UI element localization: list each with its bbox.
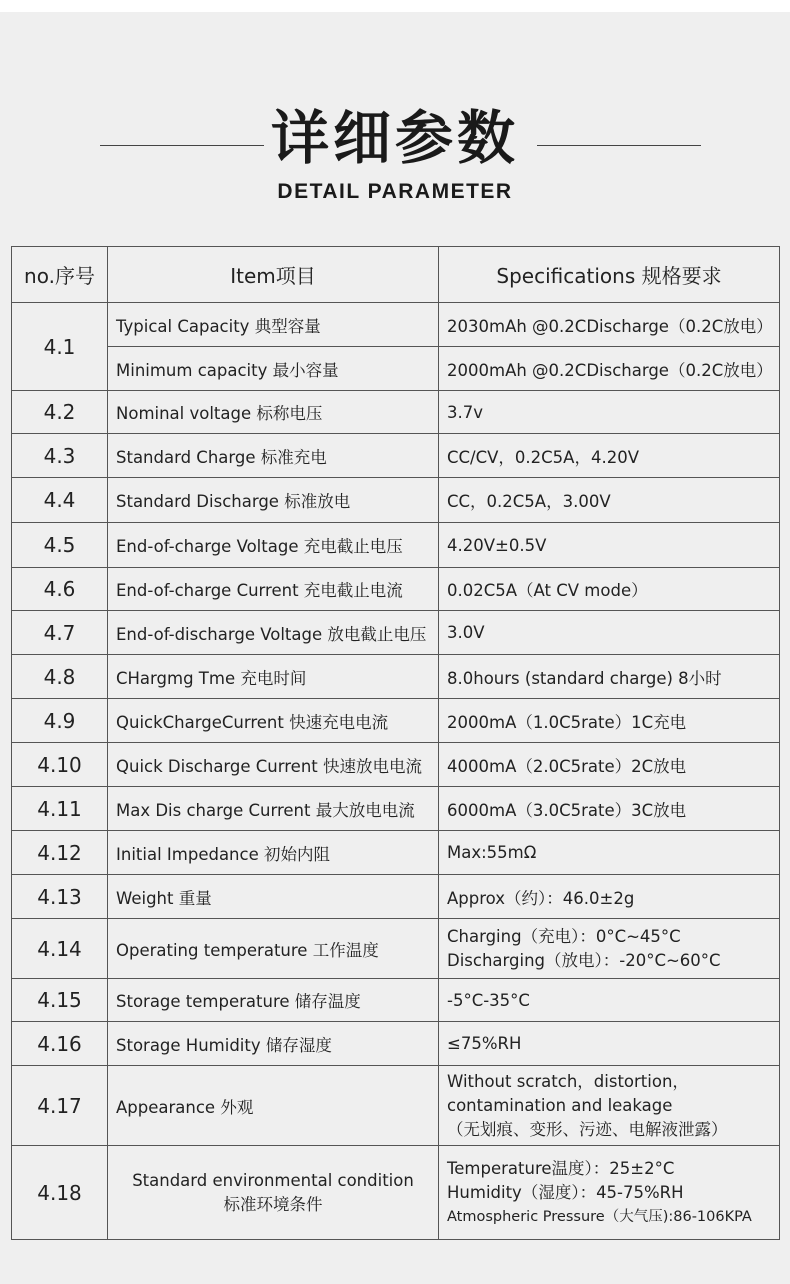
row-item: Operating temperature 工作温度 (108, 919, 439, 979)
row-item: Standard Discharge 标准放电 (108, 478, 439, 523)
row-no: 4.11 (12, 787, 108, 831)
row-item: End-of-charge Voltage 充电截止电压 (108, 523, 439, 568)
table-row (12, 787, 780, 831)
row-no: 4.13 (12, 875, 108, 919)
spec-line: contamination and leakage (447, 1095, 673, 1115)
table-row (12, 1146, 780, 1240)
table-header-row (12, 247, 780, 303)
table-row (12, 1066, 780, 1146)
table-row (12, 1022, 780, 1066)
row-spec: 2000mA（1.0C5rate）1C充电 (439, 699, 780, 743)
row-item: Standard Charge 标准充电 (108, 434, 439, 478)
row-item: Quick Discharge Current 快速放电电流 (108, 743, 439, 787)
row-no: 4.17 (12, 1066, 108, 1146)
spec-line: Humidity（湿度）：45-75%RH (447, 1182, 684, 1202)
row-no: 4.2 (12, 391, 108, 434)
row-no: 4.7 (12, 611, 108, 655)
row-no: 4.3 (12, 434, 108, 478)
table-row (12, 919, 780, 979)
spec-line: Charging（充电）：0°C~45°C (447, 926, 681, 946)
row-item: End-of-charge Current 充电截止电流 (108, 568, 439, 611)
table-row (12, 699, 780, 743)
page-title-zh: 详细参数 (270, 104, 519, 172)
row-item: Nominal voltage 标称电压 (108, 391, 439, 434)
row-item: CHargmg Tme 充电时间 (108, 655, 439, 699)
spec-line: （无划痕、变形、污迹、电解液泄露） (447, 1119, 728, 1139)
row-item: Minimum capacity 最小容量 (108, 347, 439, 391)
table-row (12, 478, 780, 523)
row-item: QuickChargeCurrent 快速充电电流 (108, 699, 439, 743)
spec-line: Temperature温度）：25±2°C (447, 1158, 675, 1178)
row-no: 4.18 (12, 1146, 108, 1240)
row-item: Storage temperature 储存温度 (108, 979, 439, 1022)
row-spec: 8.0hours (standard charge) 8小时 (439, 655, 780, 699)
row-no: 4.6 (12, 568, 108, 611)
header-spec: Specifications 规格要求 (439, 247, 780, 303)
row-spec: 6000mA（3.0C5rate）3C放电 (439, 787, 780, 831)
row-no: 4.12 (12, 831, 108, 875)
row-spec: 4000mA（2.0C5rate）2C放电 (439, 743, 780, 787)
row-item: End-of-discharge Voltage 放电截止电压 (108, 611, 439, 655)
row-spec: CC/CV，0.2C5A，4.20V (439, 434, 780, 478)
spec-line: Without scratch，distortion， (447, 1071, 689, 1091)
row-spec (439, 919, 780, 979)
row-spec: Max:55mΩ (439, 831, 780, 875)
row-spec (439, 1066, 780, 1146)
table-row (12, 875, 780, 919)
table-row (12, 434, 780, 478)
header-item: Item项目 (108, 247, 439, 303)
table-row (12, 743, 780, 787)
row-spec: -5°C-35°C (439, 979, 780, 1022)
page-title-en: DETAIL PARAMETER (277, 180, 513, 203)
row-no: 4.5 (12, 523, 108, 568)
item-line: Standard environmental condition (132, 1170, 414, 1190)
row-spec: Approx（约）：46.0±2g (439, 875, 780, 919)
row-no: 4.9 (12, 699, 108, 743)
row-no: 4.10 (12, 743, 108, 787)
table-row (12, 347, 780, 391)
row-spec: 4.20V±0.5V (439, 523, 780, 568)
parameter-table (11, 246, 780, 1240)
spec-line: Discharging（放电）：-20°C~60°C (447, 950, 721, 970)
top-white-strip (0, 0, 790, 12)
table-row (12, 303, 780, 347)
row-spec: ≤75%RH (439, 1022, 780, 1066)
row-item: Typical Capacity 典型容量 (108, 303, 439, 347)
row-no: 4.14 (12, 919, 108, 979)
title-divider-right (537, 145, 701, 146)
row-item: Weight 重量 (108, 875, 439, 919)
header-no: no.序号 (12, 247, 108, 303)
row-spec: CC，0.2C5A，3.00V (439, 478, 780, 523)
row-item: Storage Humidity 储存湿度 (108, 1022, 439, 1066)
row-spec: 2000mAh @0.2CDischarge（0.2C放电） (439, 347, 780, 391)
row-item: Initial Impedance 初始内阻 (108, 831, 439, 875)
table-row (12, 979, 780, 1022)
row-no: 4.4 (12, 478, 108, 523)
spec-line: Atmospheric Pressure（大气压):86-106KPA (447, 1208, 752, 1225)
row-item (108, 1146, 439, 1240)
table-row (12, 655, 780, 699)
table-row (12, 611, 780, 655)
row-spec (439, 1146, 780, 1240)
row-item: Max Dis charge Current 最大放电电流 (108, 787, 439, 831)
item-line: 标准环境条件 (223, 1194, 323, 1214)
row-no: 4.15 (12, 979, 108, 1022)
table-row (12, 391, 780, 434)
table-row (12, 568, 780, 611)
row-no: 4.16 (12, 1022, 108, 1066)
row-no: 4.8 (12, 655, 108, 699)
row-spec: 0.02C5A（At CV mode） (439, 568, 780, 611)
row-no: 4.1 (12, 303, 108, 391)
row-item: Appearance 外观 (108, 1066, 439, 1146)
row-spec: 3.7v (439, 391, 780, 434)
table-row (12, 831, 780, 875)
row-spec: 2030mAh @0.2CDischarge（0.2C放电） (439, 303, 780, 347)
table-row (12, 523, 780, 568)
row-spec: 3.0V (439, 611, 780, 655)
